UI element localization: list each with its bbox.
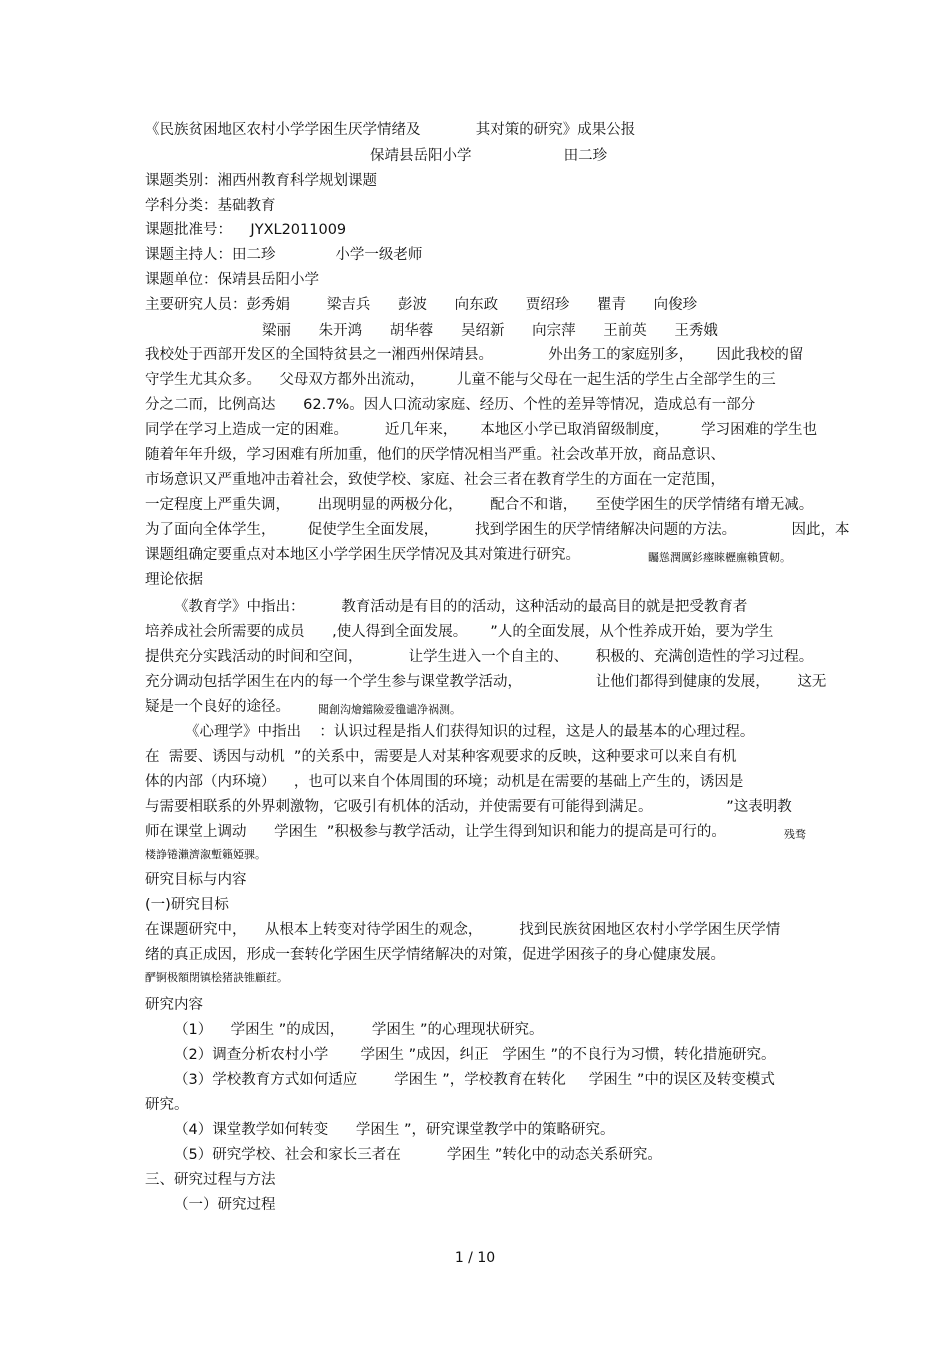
meta-researchers: 主要研究人员：彭秀娟 梁吉兵 彭波 向东政 贾绍珍 瞿青 向俊珍	[145, 297, 698, 313]
intro-line: 随着年年升级，学习困难有所加重，他们的厌学情况相当严重。社会改革开放，商品意识、	[145, 447, 725, 463]
content-item: （5）研究学校、社会和家长三者在 学困生 ”转化中的动态关系研究。	[174, 1147, 662, 1163]
meta-approval-number: 课题批准号： JYXL2011009	[145, 222, 347, 238]
meta-host: 课题主持人：田二珍 小学一级老师	[145, 247, 423, 263]
meta-unit: 课题单位：保靖县岳阳小学	[145, 272, 319, 288]
content-item: 研究。	[145, 1097, 189, 1113]
intro-line: 守学生尤其众多。 父母双方都外出流动， 儿童不能与父母在一起生活的学生占全部学生的三	[145, 372, 776, 388]
theory-noise-text: 楼諍锩瀨濟溆塹籟婭骒。	[145, 848, 266, 861]
theory-line: 培养成社会所需要的成员 ,使人得到全面发展。 ”人的全面发展，从个性养成开始，要为学生	[145, 624, 774, 640]
meta-category: 课题类别：湘西州教育科学规划课题	[145, 173, 377, 189]
section3-heading: 三、研究过程与方法	[145, 1172, 276, 1188]
intro-line: 分之二而，比例高达 62.7%。因人口流动家庭、经历、个性的差异等情况，造成总有一部分	[145, 397, 756, 413]
meta-subject: 学科分类：基础教育	[145, 198, 276, 214]
theory-line: 《心理学》中指出 ：认识过程是指人们获得知识的过程，这是人的最基本的心理过程。	[185, 724, 755, 740]
meta-researchers-cont: 梁丽 朱开鸿 胡华蓉 吴绍新 向宗萍 王前英 王秀娥	[262, 323, 718, 339]
theory-line: 与需要相联系的外界刺激物，它吸引有机体的活动，并使需要有可能得到满足。 ”这表明教	[145, 799, 792, 815]
content-heading: 研究内容	[145, 997, 203, 1013]
goal-subheading: (一)研究目标	[145, 897, 229, 913]
theory-heading: 理论依据	[145, 572, 203, 588]
theory-line: 疑是一个良好的途径。	[145, 699, 290, 715]
intro-line: 一定程度上严重失调， 出现明显的两极分化， 配合不和谐， 至使学困生的厌学情绪有增无减。	[145, 497, 814, 513]
content-item: （1） 学困生 ”的成因， 学困生 ”的心理现状研究。	[174, 1022, 544, 1038]
intro-line: 我校处于西部开发区的全国特贫县之一湘西州保靖县。 外出务工的家庭别多， 因此我校的留	[145, 347, 804, 363]
intro-line: 同学在学习上造成一定的困难。 近几年来， 本地区小学已取消留级制度， 学习困难的学生也	[145, 422, 818, 438]
page-number: 1 / 10	[454, 1250, 496, 1266]
intro-line: 课题组确定要重点对本地区小学学困生厌学情况及其对策进行研究。	[145, 547, 580, 563]
intro-noise-text: 矚慫潤厲釤瘞睞櫪廡賴賃軔。	[648, 551, 791, 564]
theory-line: 提供充分实践活动的时间和空间， 让学生进入一个自主的、 积极的、充满创造性的学习过程。	[145, 649, 814, 665]
theory-line: 师在课堂上调动 学困生 ”积极参与教学活动，让学生得到知识和能力的提高是可行的。	[145, 824, 726, 840]
theory-line: 在 需要、诱因与动机 ”的关系中，需要是人对某种客观要求的反映，这种要求可以来自有机	[145, 749, 737, 765]
theory-line: 充分调动包括学困生在内的每一个学生参与课堂教学活动， 让他们都得到健康的发展， 这无	[145, 674, 827, 690]
intro-line: 为了面向全体学生， 促使学生全面发展， 找到学困生的厌学情绪解决问题的方法。 因此，本	[145, 522, 850, 538]
theory-noise-text: 聞創沟燴鐺險爱氇谴净祸测。	[318, 703, 461, 716]
document-title: 《民族贫困地区农村小学学困生厌学情绪及 其对策的研究》成果公报	[145, 122, 636, 138]
theory-line: 体的内部（内环境） ，也可以来自个体周围的环境；动机是在需要的基础上产生的，诱因是	[145, 774, 744, 790]
author-line: 保靖县岳阳小学 田二珍	[370, 148, 608, 164]
intro-line: 市场意识又严重地冲击着社会，致使学校、家庭、社会三者在教育学生的方面在一定范围，	[145, 472, 725, 488]
theory-noise-text: 残骛	[784, 828, 806, 841]
goals-heading: 研究目标与内容	[145, 872, 247, 888]
goal-line: 绪的真正成因，形成一套转化学困生厌学情绪解决的对策，促进学困孩子的身心健康发展。	[145, 947, 725, 963]
section3-subheading: （一）研究过程	[174, 1197, 276, 1213]
content-item: （4）课堂教学如何转变 学困生 ”，研究课堂教学中的策略研究。	[174, 1122, 615, 1138]
content-item: （3）学校教育方式如何适应 学困生 ”，学校教育在转化 学困生 ”中的误区及转变模式	[174, 1072, 775, 1088]
theory-line: 《教育学》中指出： 教育活动是有目的的活动，这种活动的最高目的就是把受教育者	[174, 599, 748, 615]
goal-noise-text: 酽锕极額閉镇桧猪訣锥顧荭。	[145, 971, 288, 984]
content-item: （2）调查分析农村小学 学困生 ”成因，纠正 学困生 ”的不良行为习惯，转化措施研究。	[174, 1047, 776, 1063]
goal-line: 在课题研究中， 从根本上转变对待学困生的观念， 找到民族贫困地区农村小学学困生厌学情	[145, 922, 781, 938]
